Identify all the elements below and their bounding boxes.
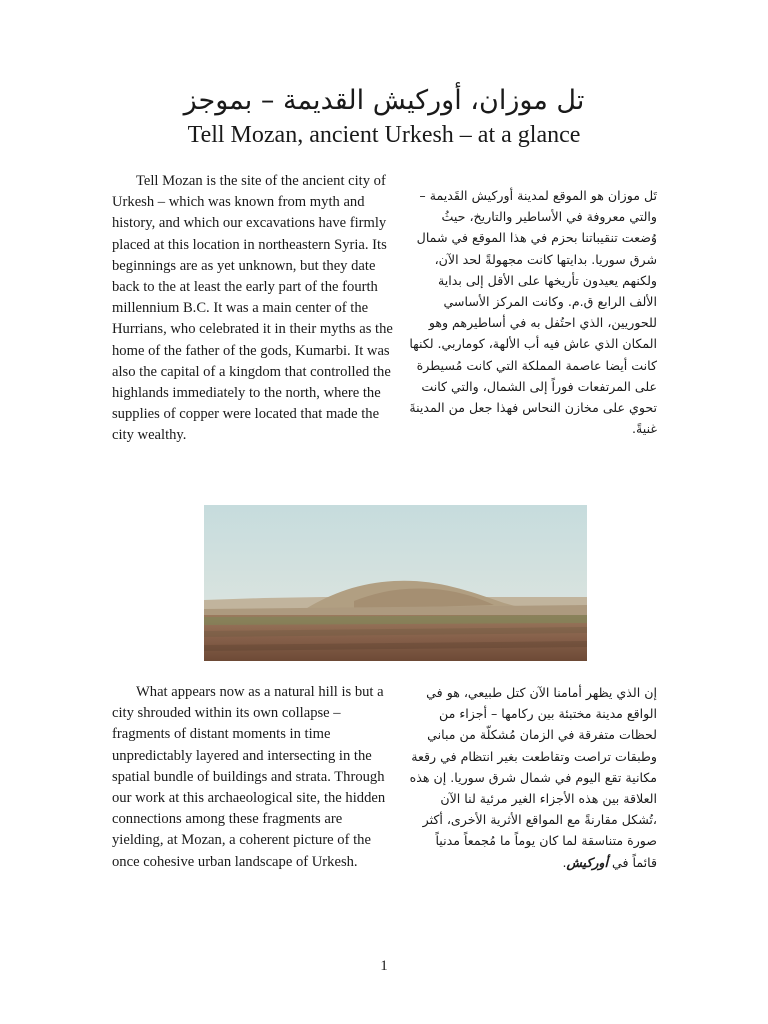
- page-number: 1: [380, 958, 388, 974]
- arabic-text-end: .: [562, 854, 567, 870]
- english-text: Tell Mozan is the site of the ancient city of Urkesh – which was known from myth and history, and which our excavations have firmly placed at this location in northeastern Syria. Its beginnings are as yet unknown, but they date back to the at least the early part of the fourth millennium B.C. It was a main center of the Hurrians, who celebrated it in their myths as the home of the father of the gods, Kumarbi. It was also the capital of a kingdom that controlled the highlands immediately to the north, where the supplies of copper were located that made the city wealthy.: [112, 173, 393, 444]
- title-english: Tell Mozan, ancient Urkesh – at a glance: [187, 122, 581, 148]
- arabic-paragraph-1: [407, 185, 657, 439]
- english-paragraph-2: [112, 682, 394, 873]
- english-paragraph-1: [112, 171, 394, 447]
- english-text: What appears now as a natural hill is but a city shrouded within its own collapse – fragments of distant moments in time unpredictably layered and intersecting in the spatial bundle of buildings and strata. Through our work at this archaeological site, the hidden connections among these fragments are yielding, at Mozan, a coherent picture of the once cohesive urban landscape of Urkesh.: [112, 684, 386, 870]
- arabic-text: [407, 682, 657, 873]
- arabic-text: تَل موزان هو الموقع لمدينة أوركيش القَديمة – والتي معروفة في الأساطير والتاريخ، حيثُ وُضعت تنقيباتنا بحزم في هذا الموقع في شمال شرق سوريا. بدايتها كانت مجهولةً لحد الآن، ولكنهم يعيدون تأريخها على الأقل إلى بداية الألف الرابع ق.م. وكانت المركز الأساسي للحوريين، الذي احتُفل به في أساطيرهم وهو المكان الذي عاش فيه أب الألهة، كوماربي. لكنها كانت أيضا عاصمة المملكة التي كانت مُسيطرة على المرتفعات فوراً إلى الشمال، والتي كانت تحوي على مخازن النحاس فهذا جعل من المدينةَ غنيةً.: [409, 188, 657, 437]
- arabic-text-main: إن الذي يظهر أمامنا الآن كتل طبيعي، هو في الواقع مدينة مختبئة بين ركامها – أجزاء من لحظات متفرقة في الزمان مُشكلّة من مباني وطبقات تراصت وتقاطعت بغير انتظام في رقعة مكانية تقع اليوم في شمال شرق سوريا. إن هذه العلاقة بين هذه الأجزاء الغير مرئية لنا الآن ،تُشكل مقارنةً مع المواقع الأثرية الأخرى، أكثر صورة متناسقة لما كان يوماً ما مُجمعاً مدنياً قائماً في: [409, 685, 657, 870]
- arabic-paragraph-2: [407, 682, 657, 873]
- tell-mound-image: [204, 505, 587, 661]
- title-arabic: تل موزان، أوركيش القديمة – بموجز: [183, 85, 585, 116]
- landscape-photo: [204, 505, 587, 661]
- arabic-text-emphasis: أوركيش: [566, 854, 608, 870]
